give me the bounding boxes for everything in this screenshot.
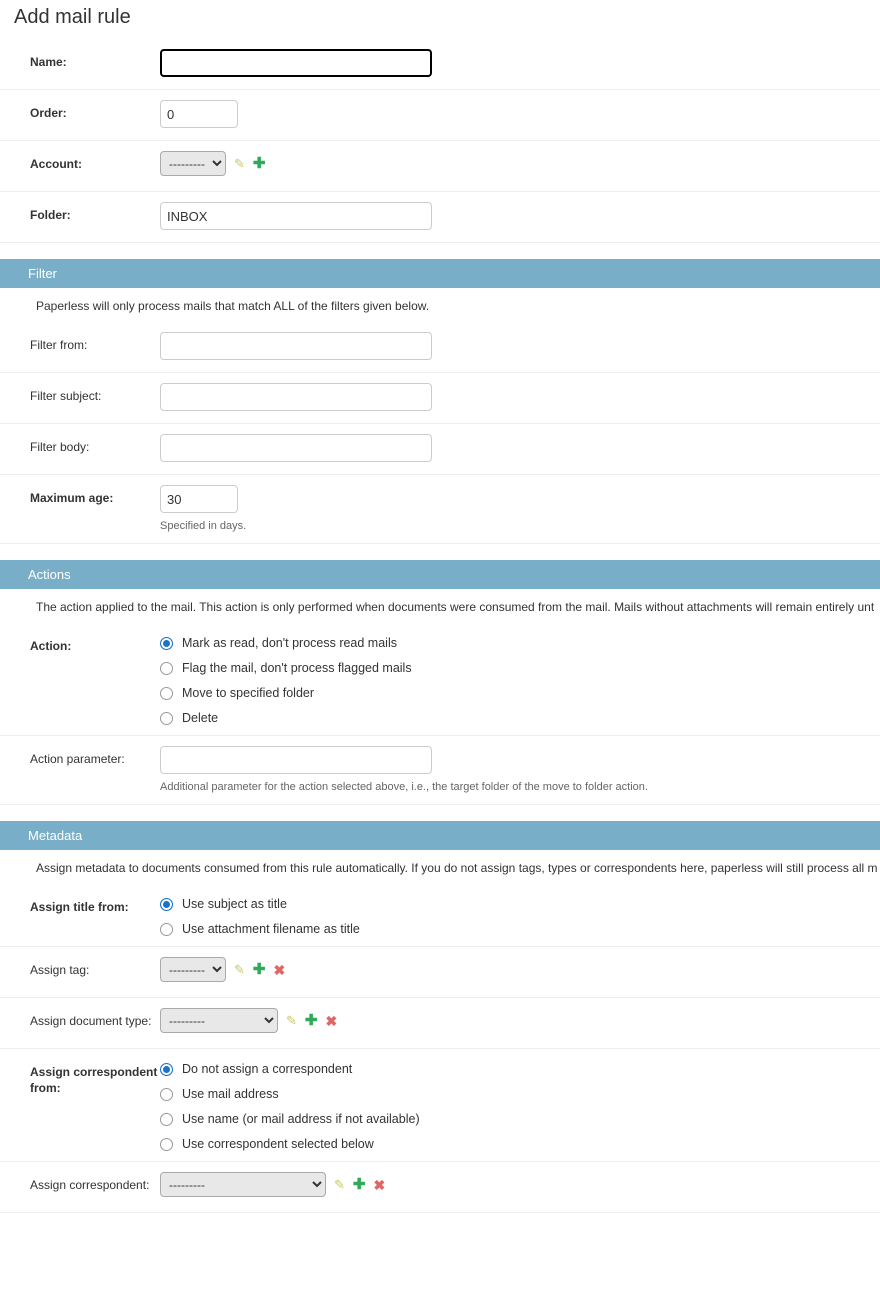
name-label: Name: [30, 55, 67, 69]
assign-title-radio-option[interactable] [160, 922, 870, 936]
action-radio-label: Move to specified folder [182, 686, 315, 700]
edit-tag-icon[interactable]: ✎ [234, 961, 245, 977]
assign-correspondent-radio-option[interactable] [160, 1087, 870, 1101]
delete-correspondent-icon[interactable]: ✖ [373, 1176, 386, 1193]
filter-fieldset [0, 322, 880, 544]
add-account-icon[interactable]: ✚ [252, 154, 266, 172]
radio-icon[interactable] [160, 1088, 173, 1101]
action-radio-label: Delete [182, 711, 219, 725]
radio-icon[interactable] [160, 1138, 173, 1151]
assign-correspondent-from-field-wrap [160, 1059, 880, 1151]
account-field-wrap [160, 151, 880, 176]
action-label: Action: [30, 639, 72, 653]
order-input[interactable] [160, 100, 238, 128]
action-radio-option[interactable] [160, 636, 870, 650]
maximum-age-help: Specified in days. [160, 520, 247, 532]
action-radio-group [160, 633, 870, 725]
delete-document-type-icon[interactable]: ✖ [325, 1012, 338, 1029]
filter-section-header: Filter [0, 259, 880, 288]
assign-document-type-label: Assign document type: [30, 1014, 152, 1028]
assign-tag-select[interactable] [160, 957, 226, 982]
maximum-age-label: Maximum age: [30, 491, 114, 505]
radio-icon[interactable] [160, 898, 173, 911]
assign-correspondent-radio-option[interactable] [160, 1112, 870, 1126]
action-field-wrap [160, 633, 880, 725]
edit-correspondent-icon[interactable]: ✎ [334, 1176, 345, 1192]
assign-correspondent-field-wrap [160, 1172, 880, 1197]
assign-title-radio-option[interactable] [160, 897, 870, 911]
add-tag-icon[interactable]: ✚ [252, 960, 266, 978]
maximum-age-input[interactable] [160, 485, 238, 513]
assign-title-from-label: Assign title from: [30, 900, 129, 914]
row-maximum-age [0, 475, 880, 544]
filter-body-label: Filter body: [30, 440, 90, 454]
order-label: Order: [30, 106, 67, 120]
general-fieldset [0, 39, 880, 243]
filter-subject-input[interactable] [160, 383, 432, 411]
assign-document-type-select[interactable] [160, 1008, 278, 1033]
radio-icon[interactable] [160, 687, 173, 700]
edit-document-type-icon[interactable]: ✎ [286, 1012, 297, 1028]
assign-correspondent-from-label: Assign correspondent from: [30, 1065, 158, 1095]
row-account [0, 141, 880, 192]
delete-tag-icon[interactable]: ✖ [273, 961, 286, 978]
assign-correspondent-radio-label: Use correspondent selected below [182, 1137, 374, 1151]
assign-correspondent-select[interactable] [160, 1172, 326, 1197]
row-order [0, 90, 880, 141]
filter-body-field-wrap [160, 434, 880, 462]
add-correspondent-icon[interactable]: ✚ [352, 1175, 366, 1193]
filter-from-label: Filter from: [30, 338, 88, 352]
filter-from-field-wrap [160, 332, 880, 360]
action-parameter-label: Action parameter: [30, 752, 125, 766]
assign-correspondent-radio-label: Use name (or mail address if not available) [182, 1112, 420, 1126]
maximum-age-field-wrap [160, 485, 880, 533]
assign-tag-label: Assign tag: [30, 963, 90, 977]
assign-correspondent-from-radio-group [160, 1059, 870, 1151]
row-assign-title-from [0, 884, 880, 947]
assign-title-radio-label: Use attachment filename as title [182, 922, 360, 936]
action-radio-label: Flag the mail, don't process flagged mails [182, 661, 412, 675]
row-filter-body [0, 424, 880, 475]
action-radio-label: Mark as read, don't process read mails [182, 636, 397, 650]
account-select[interactable] [160, 151, 226, 176]
metadata-section-header: Metadata [0, 821, 880, 850]
assign-tag-field-wrap [160, 957, 880, 982]
folder-input[interactable] [160, 202, 432, 230]
assign-title-radio-label: Use subject as title [182, 897, 287, 911]
radio-icon[interactable] [160, 1063, 173, 1076]
row-filter-subject [0, 373, 880, 424]
actions-section-description: The action applied to the mail. This action is only performed when documents were consumed from the mail. Mails without attachments will remain entirely unt [36, 600, 875, 614]
filter-body-input[interactable] [160, 434, 432, 462]
filter-from-input[interactable] [160, 332, 432, 360]
order-field-wrap [160, 100, 880, 128]
assign-correspondent-radio-option[interactable] [160, 1062, 870, 1076]
row-assign-tag [0, 947, 880, 998]
action-radio-option[interactable] [160, 711, 870, 725]
radio-icon[interactable] [160, 637, 173, 650]
row-assign-correspondent-from [0, 1049, 880, 1162]
assign-title-from-field-wrap [160, 894, 880, 936]
account-label: Account: [30, 157, 82, 171]
radio-icon[interactable] [160, 712, 173, 725]
assign-correspondent-radio-label: Do not assign a correspondent [182, 1062, 353, 1076]
row-filter-from [0, 322, 880, 373]
radio-icon[interactable] [160, 662, 173, 675]
row-assign-correspondent [0, 1162, 880, 1213]
row-assign-document-type [0, 998, 880, 1049]
assign-title-from-radio-group [160, 894, 870, 936]
assign-correspondent-label: Assign correspondent: [30, 1178, 150, 1192]
row-action [0, 623, 880, 736]
assign-document-type-field-wrap [160, 1008, 880, 1033]
row-folder [0, 192, 880, 243]
page-title: Add mail rule [14, 6, 131, 28]
row-name [0, 39, 880, 90]
row-action-parameter [0, 736, 880, 805]
action-parameter-field-wrap [160, 746, 880, 794]
metadata-section-description: Assign metadata to documents consumed from this rule automatically. If you do not assign tags, types or correspondents here, paperless will still process all m [36, 861, 878, 875]
add-document-type-icon[interactable]: ✚ [304, 1011, 318, 1029]
action-radio-option[interactable] [160, 661, 870, 675]
folder-label: Folder: [30, 208, 71, 222]
filter-section-description: Paperless will only process mails that match ALL of the filters given below. [36, 299, 430, 313]
action-radio-option[interactable] [160, 686, 870, 700]
assign-correspondent-radio-option[interactable] [160, 1137, 870, 1151]
actions-section-header: Actions [0, 560, 880, 589]
filter-subject-label: Filter subject: [30, 389, 102, 403]
action-parameter-input[interactable] [160, 746, 432, 774]
filter-subject-field-wrap [160, 383, 880, 411]
actions-fieldset [0, 623, 880, 805]
folder-field-wrap [160, 202, 880, 230]
action-parameter-help: Additional parameter for the action selected above, i.e., the target folder of the move to folder action. [160, 781, 648, 793]
radio-icon[interactable] [160, 1113, 173, 1126]
name-input[interactable] [160, 49, 432, 77]
name-field-wrap [160, 49, 880, 77]
assign-correspondent-radio-label: Use mail address [182, 1087, 279, 1101]
edit-account-icon[interactable]: ✎ [234, 155, 245, 171]
metadata-fieldset [0, 884, 880, 1213]
radio-icon[interactable] [160, 923, 173, 936]
